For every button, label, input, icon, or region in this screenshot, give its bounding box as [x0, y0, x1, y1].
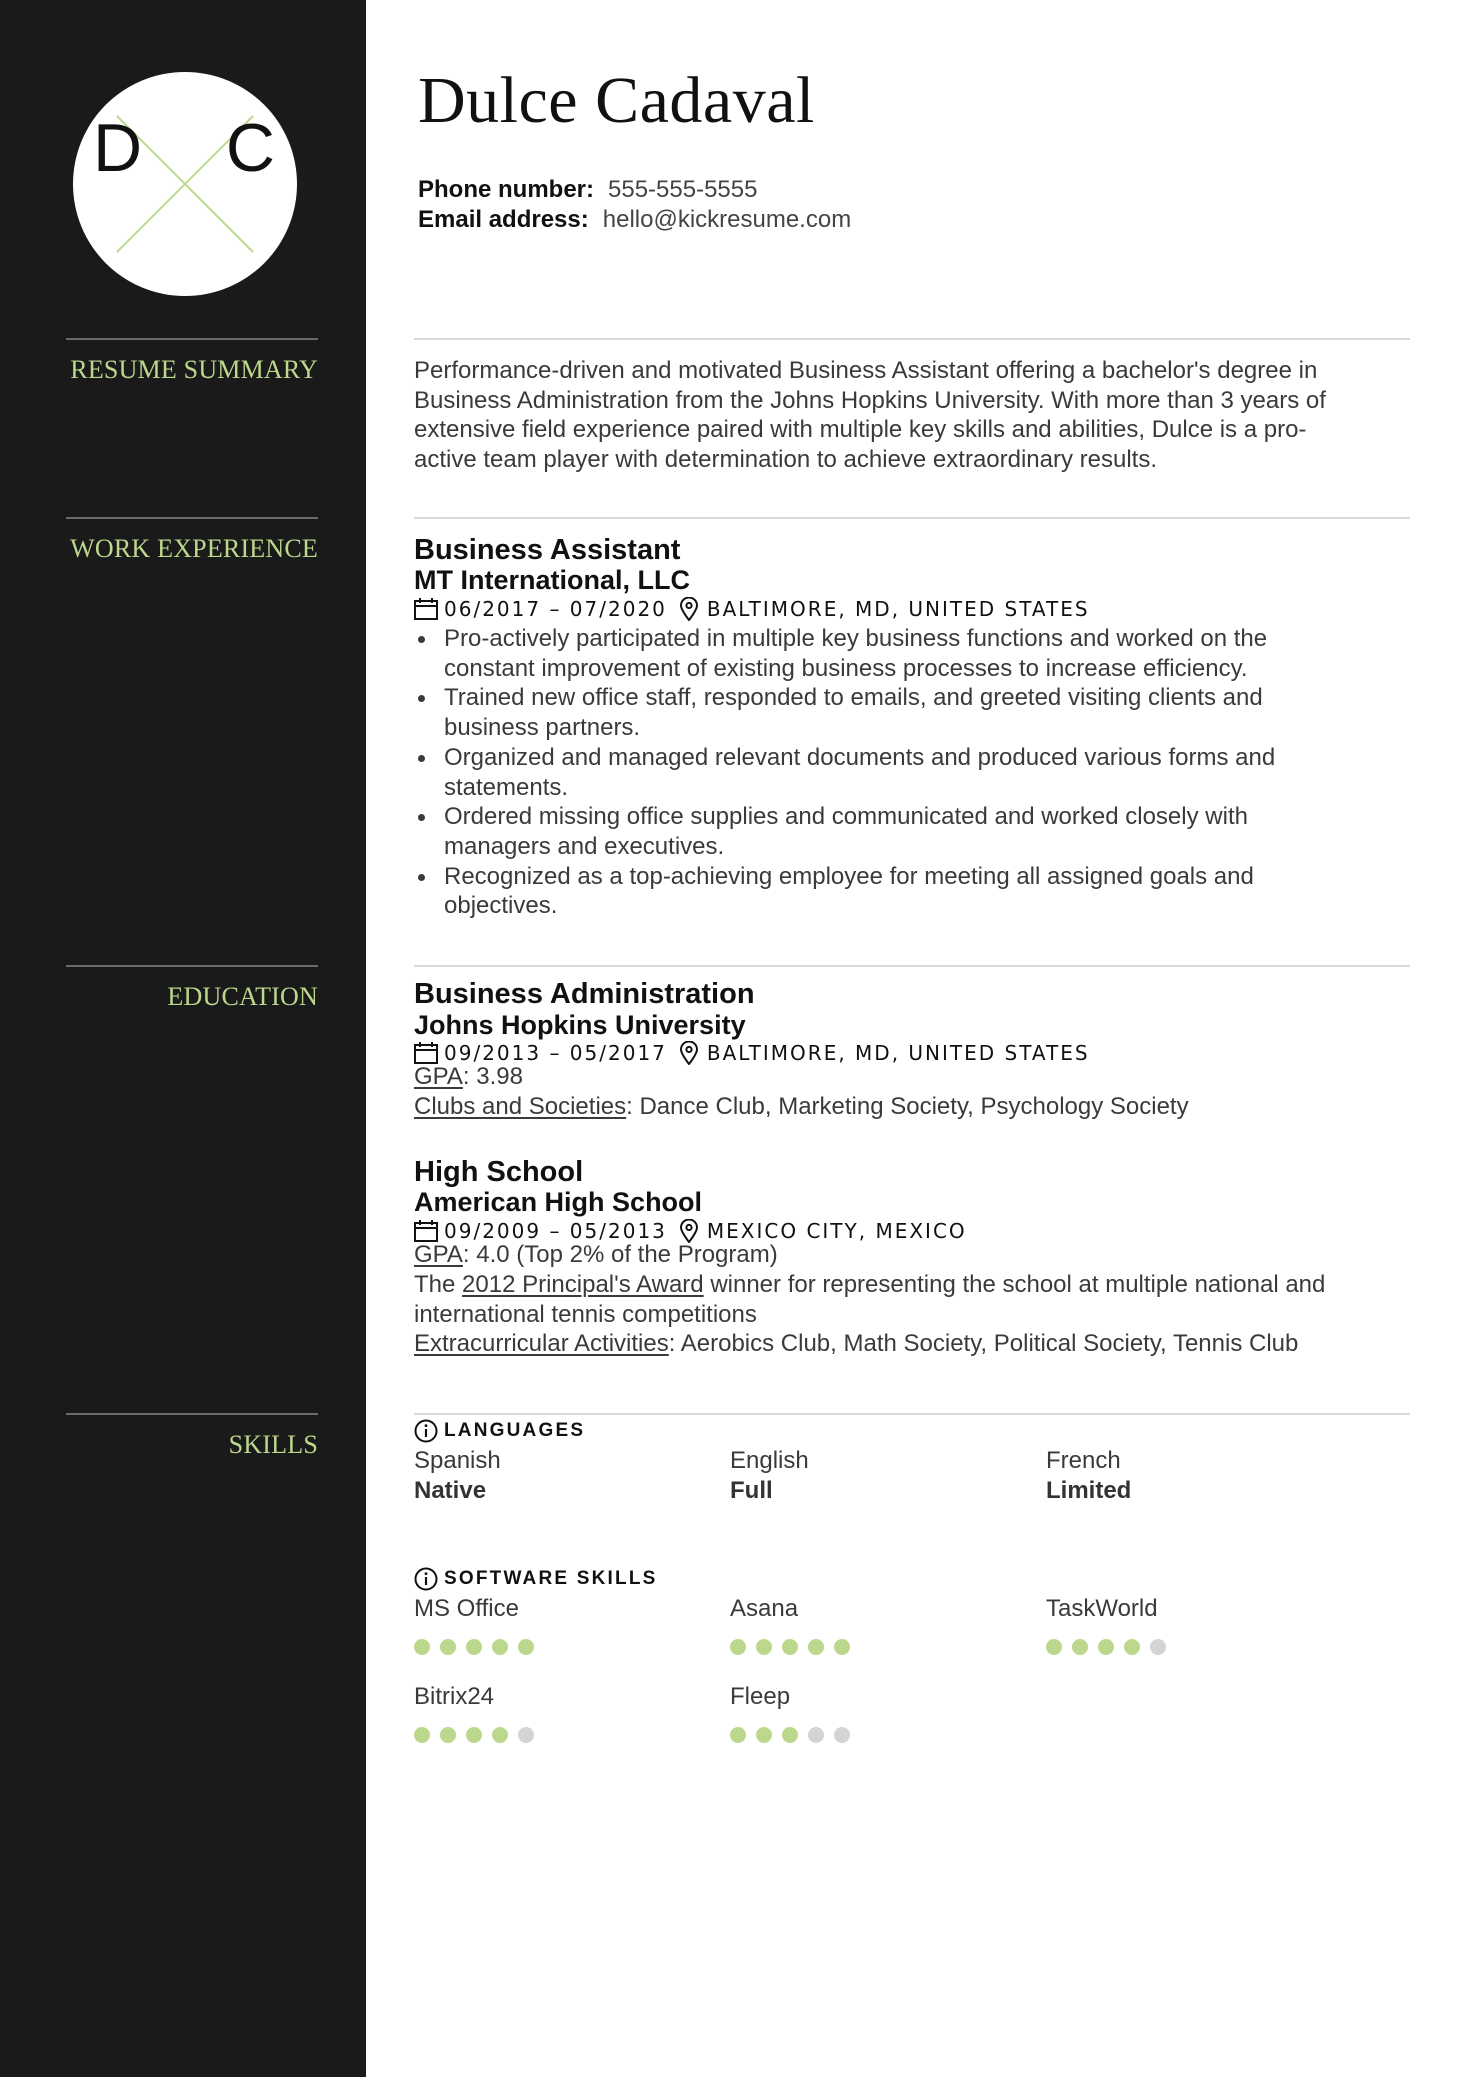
section-divider: [414, 965, 1410, 967]
rating-dot-filled: [1124, 1639, 1140, 1655]
language-level: Full: [730, 1477, 773, 1504]
gpa-label: GPA: [414, 1241, 463, 1268]
rating-dot-filled: [466, 1727, 482, 1743]
extracurricular-value: : Aerobics Club, Math Society, Political Society, Tennis Club: [668, 1330, 1299, 1357]
education-dates: 09/2009 – 05/2013: [444, 1219, 667, 1243]
software-heading: [414, 1566, 658, 1592]
job-company: MT International, LLC: [414, 565, 690, 595]
monogram-last-initial: C: [225, 110, 275, 186]
section-divider: [414, 517, 1410, 519]
rating-dot-empty: [834, 1727, 850, 1743]
rating-dot-filled: [518, 1639, 534, 1655]
calendar-icon: [414, 1042, 438, 1064]
software-name: MS Office: [414, 1595, 519, 1622]
rating-dot-filled: [492, 1639, 508, 1655]
sidebar-divider: [66, 517, 318, 519]
rating-dot-filled: [1046, 1639, 1062, 1655]
list-item: Recognized as a top-achieving employee for meeting all assigned goals and objectives.: [414, 862, 1334, 921]
job-location: BALTIMORE, MD, UNITED STATES: [706, 597, 1090, 621]
rating-dot-filled: [808, 1639, 824, 1655]
monogram-avatar: [73, 72, 297, 296]
gpa-value: : 4.0 (Top 2% of the Program): [462, 1241, 778, 1268]
rating-dot-filled: [414, 1639, 430, 1655]
language-name: English: [730, 1447, 809, 1474]
rating-dot-filled: [492, 1727, 508, 1743]
software-name: Fleep: [730, 1683, 791, 1710]
language-level: Limited: [1046, 1477, 1132, 1504]
email-label: Email address:: [418, 206, 589, 233]
list-item: Ordered missing office supplies and communicated and worked closely with managers and executives.: [414, 802, 1334, 861]
software-heading-label: SOFTWARE SKILLS: [444, 1568, 658, 1589]
skill-rating: [414, 1639, 534, 1655]
sidebar-divider: [66, 338, 318, 340]
calendar-icon: [414, 1220, 438, 1242]
rating-dot-filled: [756, 1727, 772, 1743]
gpa-value: : 3.98: [462, 1063, 523, 1090]
clubs-value: : Dance Club, Marketing Society, Psychology Society: [626, 1093, 1189, 1120]
job-meta: [414, 596, 1090, 622]
languages-heading: [414, 1418, 585, 1444]
education-school: Johns Hopkins University: [414, 1010, 746, 1040]
language-name: Spanish: [414, 1447, 501, 1474]
section-heading-skills: SKILLS: [228, 1430, 318, 1459]
summary-text: Performance-driven and motivated Business Assistant offering a bachelor's degree in Business Administration from the Johns Hopkins University. With more than 3 years of extensive field experience paired with multiple key skills and abilities, Dulce is a pro-active team player with determination to achieve extraordinary results.: [414, 357, 1326, 474]
language-name: French: [1046, 1447, 1121, 1474]
phone-value: 555-555-5555: [608, 176, 758, 203]
skill-rating: [730, 1727, 850, 1743]
software-name: Asana: [730, 1595, 799, 1622]
skill-rating: [414, 1727, 534, 1743]
section-heading-education: EDUCATION: [167, 982, 318, 1011]
location-pin-icon: [679, 597, 699, 621]
sidebar: [0, 0, 366, 2077]
rating-dot-filled: [730, 1639, 746, 1655]
monogram-first-initial: D: [93, 110, 143, 186]
education-gpa: [414, 1240, 1374, 1270]
award-label: 2012 Principal's Award: [462, 1271, 704, 1298]
award-prefix: The: [414, 1271, 463, 1298]
rating-dot-filled: [1072, 1639, 1088, 1655]
rating-dot-filled: [1098, 1639, 1114, 1655]
education-degree: Business Administration: [414, 978, 755, 1010]
language-level: Native: [414, 1477, 487, 1504]
software-name: Bitrix24: [414, 1683, 495, 1710]
contact-email: [418, 205, 851, 235]
calendar-icon: [414, 598, 438, 620]
info-icon: [414, 1567, 438, 1591]
candidate-name: Dulce Cadaval: [418, 64, 815, 137]
education-school: American High School: [414, 1187, 703, 1217]
job-bullets: [414, 624, 1334, 921]
education-extracurricular: [414, 1329, 1374, 1359]
rating-dot-filled: [440, 1639, 456, 1655]
email-value: hello@kickresume.com: [602, 206, 852, 233]
education-location: BALTIMORE, MD, UNITED STATES: [706, 1041, 1090, 1065]
clubs-label: Clubs and Societies: [414, 1093, 627, 1120]
rating-dot-filled: [782, 1727, 798, 1743]
contact-phone: [418, 175, 757, 205]
rating-dot-filled: [782, 1639, 798, 1655]
sidebar-divider: [66, 1413, 318, 1415]
rating-dot-filled: [834, 1639, 850, 1655]
section-divider: [414, 338, 1410, 340]
section-heading-summary: RESUME SUMMARY: [70, 355, 318, 384]
rating-dot-filled: [466, 1639, 482, 1655]
phone-label: Phone number:: [418, 176, 595, 203]
education-dates: 09/2013 – 05/2017: [444, 1041, 667, 1065]
info-icon: [414, 1419, 438, 1443]
list-item: Trained new office staff, responded to emails, and greeted visiting clients and business partners.: [414, 683, 1334, 742]
education-degree: High School: [414, 1156, 584, 1188]
rating-dot-filled: [756, 1639, 772, 1655]
job-title: Business Assistant: [414, 534, 681, 566]
education-award: [414, 1270, 1354, 1329]
rating-dot-empty: [808, 1727, 824, 1743]
education-clubs: [414, 1092, 1374, 1122]
list-item: Pro-actively participated in multiple key business functions and worked on the constant improvement of existing business processes to increase efficiency.: [414, 624, 1334, 683]
skill-rating: [1046, 1639, 1166, 1655]
gpa-label: GPA: [414, 1063, 463, 1090]
software-name: TaskWorld: [1046, 1595, 1158, 1622]
rating-dot-empty: [1150, 1639, 1166, 1655]
sidebar-divider: [66, 965, 318, 967]
list-item: Organized and managed relevant documents and produced various forms and statements.: [414, 743, 1334, 802]
education-location: MEXICO CITY, MEXICO: [706, 1219, 967, 1243]
rating-dot-empty: [518, 1727, 534, 1743]
section-divider: [414, 1413, 1410, 1415]
award-suffix: winner for representing the school at multiple national and international tennis competitions: [414, 1271, 1326, 1328]
languages-heading-label: LANGUAGES: [444, 1420, 586, 1441]
section-heading-work: WORK EXPERIENCE: [70, 534, 318, 563]
extracurricular-label: Extracurricular Activities: [414, 1330, 669, 1357]
rating-dot-filled: [414, 1727, 430, 1743]
rating-dot-filled: [730, 1727, 746, 1743]
skill-rating: [730, 1639, 850, 1655]
education-gpa: [414, 1062, 1374, 1092]
rating-dot-filled: [440, 1727, 456, 1743]
job-dates: 06/2017 – 07/2020: [444, 597, 667, 621]
